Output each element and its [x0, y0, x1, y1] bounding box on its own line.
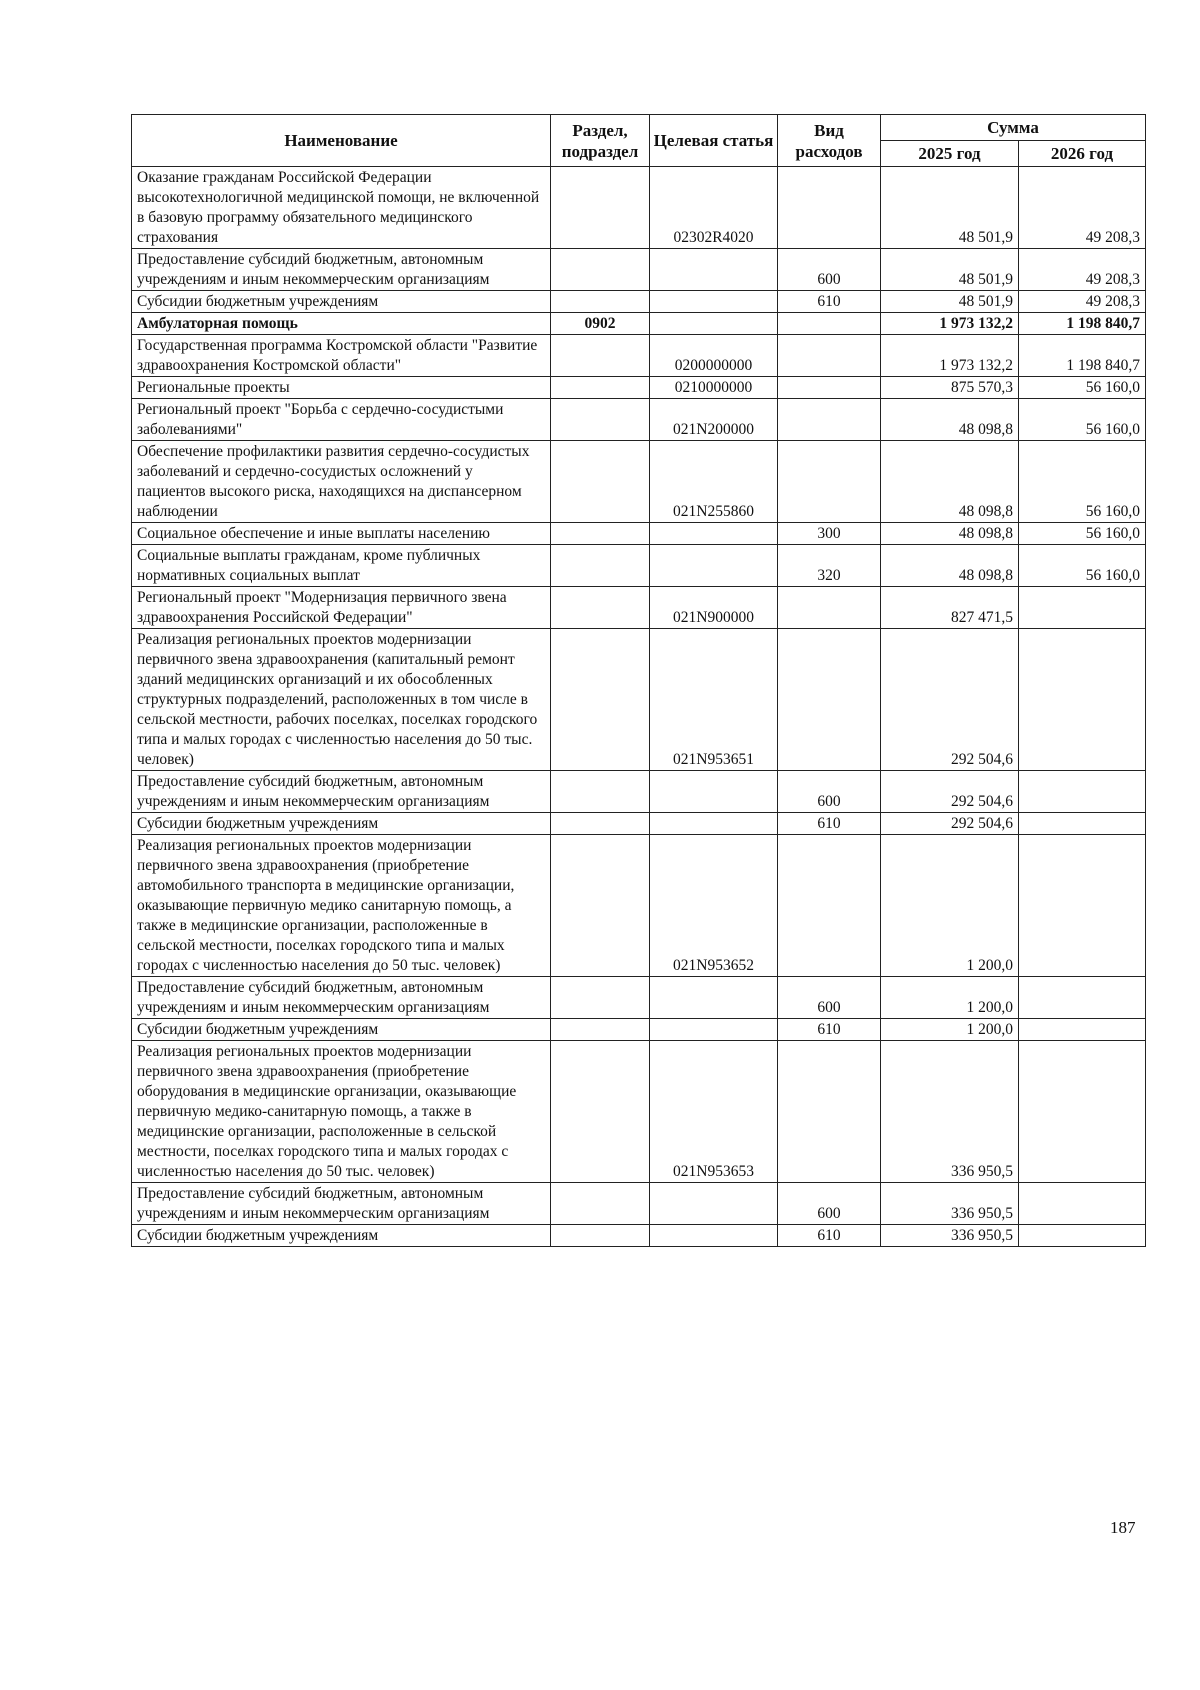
row-name-cell: Предоставление субсидий бюджетным, автономным учреждениям и иным некоммерческим организациям	[132, 977, 551, 1019]
row-sum-2026-cell: 1 198 840,7	[1019, 313, 1146, 335]
row-target-cell	[650, 249, 778, 291]
table-row	[132, 399, 1146, 441]
table-row	[132, 167, 1146, 249]
row-sum-2025-cell: 48 501,9	[881, 167, 1019, 249]
page-number: 187	[1110, 1518, 1136, 1537]
row-name-cell: Государственная программа Костромской области "Развитие здравоохранения Костромской области"	[132, 335, 551, 377]
row-target-cell: 021N255860	[650, 441, 778, 523]
row-target-cell: 0210000000	[650, 377, 778, 399]
header-target: Целевая статья	[650, 115, 778, 167]
header-expense-type: Вид расходов	[778, 115, 881, 167]
row-sum-2026-cell: 56 160,0	[1019, 441, 1146, 523]
row-name-cell: Предоставление субсидий бюджетным, автономным учреждениям и иным некоммерческим организациям	[132, 1183, 551, 1225]
row-name-cell: Социальное обеспечение и иные выплаты населению	[132, 523, 551, 545]
row-name-cell: Субсидии бюджетным учреждениям	[132, 1019, 551, 1041]
row-section-cell	[551, 399, 650, 441]
row-target-cell: 021N953651	[650, 629, 778, 771]
row-name-cell: Обеспечение профилактики развития сердечно-сосудистых заболеваний и сердечно-сосудистых осложнений у пациентов высокого риска, находящихся на диспансерном наблюдении	[132, 441, 551, 523]
table-row	[132, 377, 1146, 399]
row-section-cell	[551, 1041, 650, 1183]
row-sum-2026-cell	[1019, 1041, 1146, 1183]
row-section-cell	[551, 377, 650, 399]
row-sum-2025-cell: 827 471,5	[881, 587, 1019, 629]
row-sum-2026-cell: 56 160,0	[1019, 545, 1146, 587]
row-sum-2026-cell	[1019, 1183, 1146, 1225]
row-section-cell	[551, 249, 650, 291]
row-sum-2025-cell: 48 098,8	[881, 441, 1019, 523]
row-sum-2025-cell: 48 098,8	[881, 545, 1019, 587]
row-target-cell: 02302R4020	[650, 167, 778, 249]
row-target-cell	[650, 1183, 778, 1225]
row-target-cell	[650, 545, 778, 587]
row-expense-type-cell	[778, 167, 881, 249]
row-expense-type-cell	[778, 313, 881, 335]
row-sum-2026-cell: 56 160,0	[1019, 523, 1146, 545]
row-sum-2026-cell: 49 208,3	[1019, 167, 1146, 249]
row-target-cell: 021N953652	[650, 835, 778, 977]
row-name-cell: Предоставление субсидий бюджетным, автономным учреждениям и иным некоммерческим организациям	[132, 771, 551, 813]
row-expense-type-cell	[778, 441, 881, 523]
budget-table	[131, 114, 1146, 1247]
row-target-cell	[650, 977, 778, 1019]
row-expense-type-cell: 320	[778, 545, 881, 587]
table-row	[132, 587, 1146, 629]
row-sum-2025-cell: 336 950,5	[881, 1183, 1019, 1225]
row-name-cell: Субсидии бюджетным учреждениям	[132, 813, 551, 835]
row-sum-2025-cell: 336 950,5	[881, 1041, 1019, 1183]
table-row	[132, 771, 1146, 813]
row-name-cell: Региональный проект "Борьба с сердечно-сосудистыми заболеваниями"	[132, 399, 551, 441]
row-section-cell	[551, 167, 650, 249]
header-section: Раздел, подраздел	[551, 115, 650, 167]
row-section-cell	[551, 523, 650, 545]
table-row	[132, 441, 1146, 523]
row-name-cell: Региональные проекты	[132, 377, 551, 399]
row-expense-type-cell: 600	[778, 249, 881, 291]
row-section-cell	[551, 335, 650, 377]
row-target-cell: 0200000000	[650, 335, 778, 377]
table-row	[132, 835, 1146, 977]
row-sum-2025-cell: 336 950,5	[881, 1225, 1019, 1247]
row-expense-type-cell	[778, 835, 881, 977]
row-sum-2026-cell: 56 160,0	[1019, 399, 1146, 441]
row-expense-type-cell: 300	[778, 523, 881, 545]
row-expense-type-cell	[778, 399, 881, 441]
table-row	[132, 977, 1146, 1019]
row-sum-2025-cell: 1 973 132,2	[881, 335, 1019, 377]
table-row	[132, 313, 1146, 335]
row-name-cell: Предоставление субсидий бюджетным, автономным учреждениям и иным некоммерческим организациям	[132, 249, 551, 291]
row-name-cell: Реализация региональных проектов модернизации первичного звена здравоохранения (капитальный ремонт зданий медицинских организаций и их обособленных структурных подразделений, расположенных в том числе в сельской местности, рабочих поселках, поселках городского типа и малых городах с численностью населения до 50 тыс. человек)	[132, 629, 551, 771]
row-sum-2025-cell: 48 501,9	[881, 249, 1019, 291]
row-expense-type-cell: 610	[778, 813, 881, 835]
row-section-cell	[551, 1183, 650, 1225]
row-sum-2026-cell	[1019, 1019, 1146, 1041]
row-section-cell	[551, 977, 650, 1019]
row-expense-type-cell: 610	[778, 1019, 881, 1041]
row-sum-2026-cell	[1019, 1225, 1146, 1247]
row-sum-2025-cell: 292 504,6	[881, 813, 1019, 835]
row-expense-type-cell: 600	[778, 977, 881, 1019]
row-expense-type-cell	[778, 1041, 881, 1183]
table-row	[132, 1225, 1146, 1247]
row-sum-2026-cell: 1 198 840,7	[1019, 335, 1146, 377]
row-expense-type-cell	[778, 377, 881, 399]
row-sum-2026-cell	[1019, 835, 1146, 977]
table-row	[132, 1041, 1146, 1183]
row-name-cell: Социальные выплаты гражданам, кроме публичных нормативных социальных выплат	[132, 545, 551, 587]
row-name-cell: Региональный проект "Модернизация первичного звена здравоохранения Российской Федерации"	[132, 587, 551, 629]
row-expense-type-cell: 610	[778, 1225, 881, 1247]
row-sum-2026-cell	[1019, 629, 1146, 771]
row-section-cell: 0902	[551, 313, 650, 335]
row-section-cell	[551, 545, 650, 587]
row-target-cell	[650, 1019, 778, 1041]
row-target-cell: 021N200000	[650, 399, 778, 441]
row-sum-2026-cell: 49 208,3	[1019, 249, 1146, 291]
row-expense-type-cell: 600	[778, 1183, 881, 1225]
row-name-cell: Реализация региональных проектов модернизации первичного звена здравоохранения (приобретение оборудования в медицинские организации, оказывающие первичную медико-санитарную помощь, а также в медицинские организации, расположенные в сельской местности, поселках городского типа и малых городах с численностью населения до 50 тыс. человек)	[132, 1041, 551, 1183]
row-sum-2026-cell: 56 160,0	[1019, 377, 1146, 399]
table-row	[132, 629, 1146, 771]
table-row	[132, 1019, 1146, 1041]
row-expense-type-cell: 600	[778, 771, 881, 813]
row-expense-type-cell	[778, 629, 881, 771]
row-section-cell	[551, 587, 650, 629]
row-sum-2025-cell: 292 504,6	[881, 771, 1019, 813]
row-sum-2025-cell: 48 501,9	[881, 291, 1019, 313]
row-sum-2025-cell: 1 973 132,2	[881, 313, 1019, 335]
row-section-cell	[551, 835, 650, 977]
row-expense-type-cell	[778, 335, 881, 377]
row-sum-2025-cell: 48 098,8	[881, 523, 1019, 545]
row-section-cell	[551, 441, 650, 523]
row-section-cell	[551, 291, 650, 313]
row-name-cell: Реализация региональных проектов модернизации первичного звена здравоохранения (приобретение автомобильного транспорта в медицинские организации, оказывающие первичную медико санитарную помощь, а также в медицинские организации, расположенные в сельской местности, поселках городского типа и малых городах с численностью населения до 50 тыс. человек)	[132, 835, 551, 977]
row-name-cell: Амбулаторная помощь	[132, 313, 551, 335]
table-row	[132, 249, 1146, 291]
header-name: Наименование	[132, 115, 551, 167]
row-target-cell	[650, 813, 778, 835]
row-target-cell	[650, 771, 778, 813]
row-name-cell: Оказание гражданам Российской Федерации высокотехнологичной медицинской помощи, не включенной в базовую программу обязательного медицинского страхования	[132, 167, 551, 249]
row-sum-2025-cell: 1 200,0	[881, 1019, 1019, 1041]
row-expense-type-cell: 610	[778, 291, 881, 313]
row-target-cell	[650, 1225, 778, 1247]
row-sum-2025-cell: 1 200,0	[881, 977, 1019, 1019]
row-section-cell	[551, 813, 650, 835]
row-section-cell	[551, 1225, 650, 1247]
row-sum-2026-cell: 49 208,3	[1019, 291, 1146, 313]
row-expense-type-cell	[778, 587, 881, 629]
row-target-cell	[650, 291, 778, 313]
row-target-cell	[650, 523, 778, 545]
header-year-2025: 2025 год	[881, 141, 1019, 167]
row-sum-2025-cell: 875 570,3	[881, 377, 1019, 399]
row-section-cell	[551, 629, 650, 771]
row-target-cell	[650, 313, 778, 335]
row-section-cell	[551, 771, 650, 813]
table-header	[132, 115, 1146, 167]
row-target-cell: 021N953653	[650, 1041, 778, 1183]
table-row	[132, 545, 1146, 587]
row-name-cell: Субсидии бюджетным учреждениям	[132, 1225, 551, 1247]
table-row	[132, 335, 1146, 377]
header-year-2026: 2026 год	[1019, 141, 1146, 167]
table-row	[132, 291, 1146, 313]
row-sum-2025-cell: 1 200,0	[881, 835, 1019, 977]
table-row	[132, 523, 1146, 545]
header-sum: Сумма	[881, 115, 1146, 141]
row-sum-2025-cell: 48 098,8	[881, 399, 1019, 441]
row-name-cell: Субсидии бюджетным учреждениям	[132, 291, 551, 313]
table-row	[132, 813, 1146, 835]
row-target-cell: 021N900000	[650, 587, 778, 629]
row-sum-2026-cell	[1019, 977, 1146, 1019]
row-section-cell	[551, 1019, 650, 1041]
row-sum-2025-cell: 292 504,6	[881, 629, 1019, 771]
table-body	[132, 167, 1146, 1247]
row-sum-2026-cell	[1019, 813, 1146, 835]
row-sum-2026-cell	[1019, 587, 1146, 629]
table-row	[132, 1183, 1146, 1225]
row-sum-2026-cell	[1019, 771, 1146, 813]
